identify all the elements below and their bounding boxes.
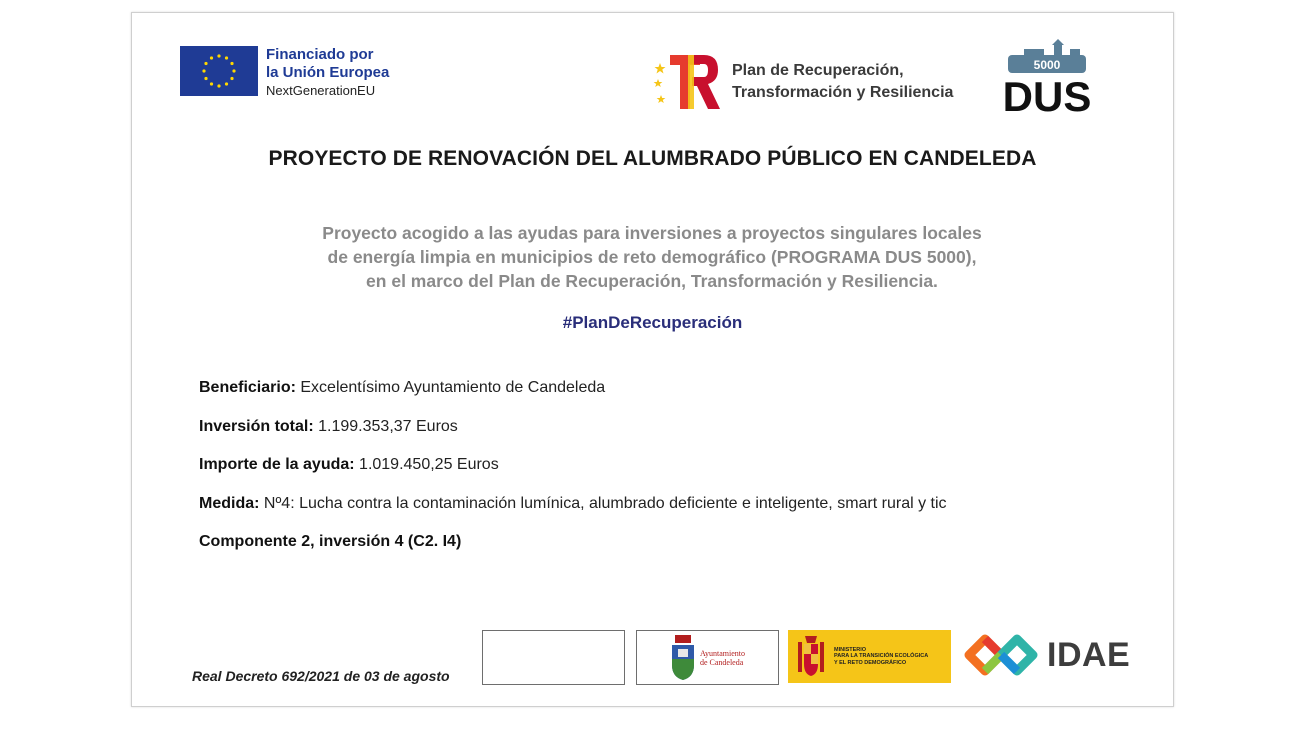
componente-row: [199, 533, 947, 572]
ayuda-row: [199, 456, 947, 495]
dus-number: 5000: [1033, 58, 1061, 72]
description-line3: en el marco del Plan de Recuperación, Transformación y Resiliencia.: [366, 271, 938, 291]
inversion-row: [199, 418, 947, 457]
description-line2: de energía limpia en municipios de reto demográfico (PROGRAMA DUS 5000),: [327, 247, 977, 267]
eu-funding-line3: NextGenerationEU: [266, 83, 376, 98]
description-line1: Proyecto acogido a las ayudas para inversiones a proyectos singulares locales: [322, 223, 982, 243]
medida-row: [199, 495, 947, 534]
eu-funding-line1: Financiado por: [266, 46, 374, 63]
dus-5000-logo: [994, 39, 1100, 115]
prtr-line1: Plan de Recuperación,: [732, 62, 904, 79]
inversion-label: Inversión total:: [199, 417, 314, 435]
inversion-value: 1.199.353,37 Euros: [313, 417, 458, 435]
dus-word: DUS: [1002, 73, 1092, 115]
spain-coat-of-arms-icon: [794, 634, 828, 680]
ministerio-logo: [788, 630, 951, 683]
ministerio-line1: MINISTERIO: [834, 646, 867, 653]
decree-reference: Real Decreto 692/2021 de 03 de agosto: [192, 668, 450, 684]
ayuntamiento-line2: de Candeleda: [699, 657, 744, 667]
ayuntamiento-line1: Ayuntamiento: [699, 648, 746, 658]
ministerio-line2: PARA LA TRANSICIÓN ECOLÓGICA: [834, 653, 929, 660]
ayuda-label: Importe de la ayuda:: [199, 456, 355, 473]
project-description: [272, 221, 1032, 293]
document-sheet: [131, 12, 1174, 707]
idae-wordmark: IDAE: [1047, 635, 1131, 674]
prtr-block: [652, 51, 953, 113]
idae-knot-icon: [963, 627, 1039, 683]
page-title: PROYECTO DE RENOVACIÓN DEL ALUMBRADO PÚBLICO EN CANDELEDA: [268, 147, 1037, 170]
hashtag: #PlanDeRecuperación: [562, 313, 743, 332]
medida-value: Nº4: Lucha contra la contaminación lumínica, alumbrado deficiente e inteligente, smart rural y tic: [259, 494, 947, 512]
medida-label: Medida:: [199, 494, 260, 512]
ayuntamiento-logo: [636, 630, 779, 685]
ayuda-value: 1.019.450,25 Euros: [354, 456, 499, 473]
eu-flag-icon: [180, 46, 258, 96]
ministerio-line3: Y EL RETO DEMOGRÁFICO: [834, 659, 907, 666]
idae-logo: [963, 627, 1130, 683]
prtr-logo-icon: [652, 51, 722, 113]
ayuntamiento-shield-icon: [670, 635, 696, 681]
empty-logo-box: [482, 630, 625, 685]
prtr-line2: Transformación y Resiliencia: [732, 84, 954, 101]
beneficiario-value: Excelentísimo Ayuntamiento de Candeleda: [295, 379, 606, 396]
eu-funding-line2: la Unión Europea: [266, 64, 390, 81]
beneficiario-label: Beneficiario:: [199, 379, 296, 396]
beneficiario-row: [199, 379, 947, 418]
project-details: [199, 379, 947, 572]
componente-text: Componente 2, inversión 4 (C2. I4): [199, 533, 462, 550]
eu-funding-block: [180, 46, 389, 100]
